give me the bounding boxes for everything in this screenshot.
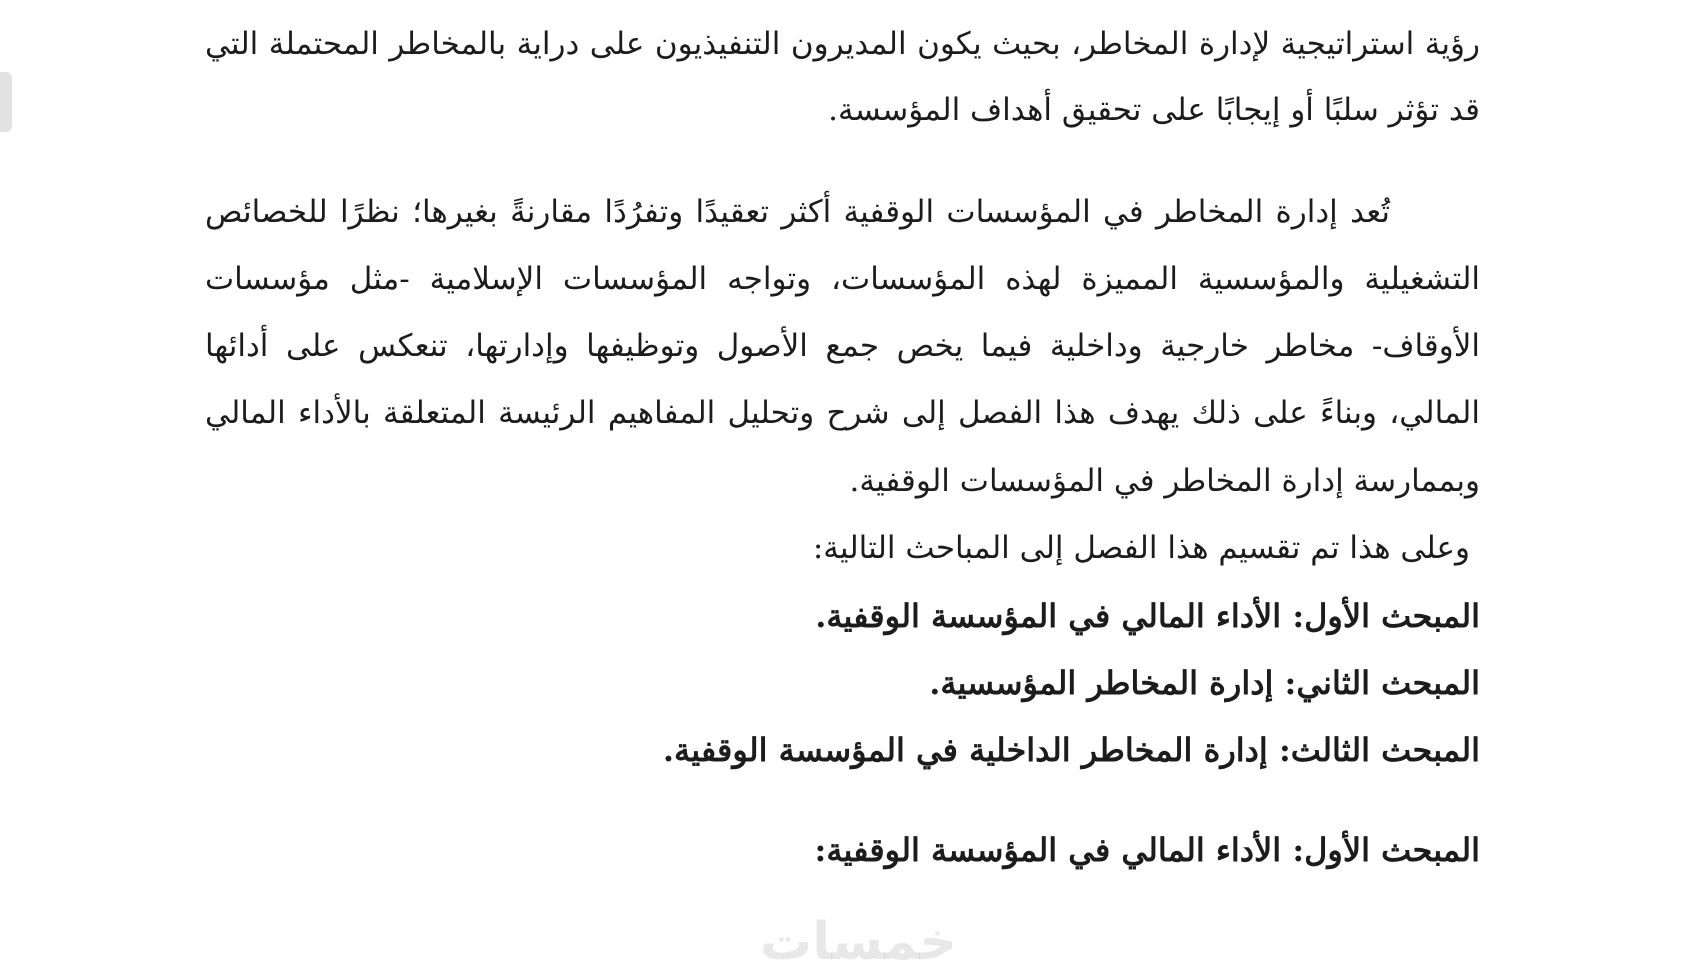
section-heading: المبحث الأول: الأداء المالي في المؤسسة الوقفية. bbox=[815, 597, 1480, 635]
paragraph-line: التشغيلية والمؤسسية المميزة لهذه المؤسسات، وتواجه المؤسسات الإسلامية -مثل مؤسسات bbox=[205, 261, 1480, 297]
section-heading: المبحث الثاني: إدارة المخاطر المؤسسية. bbox=[929, 664, 1480, 702]
scrollbar-handle[interactable] bbox=[0, 72, 12, 132]
watermark-logo: خمسات bbox=[760, 912, 958, 970]
paragraph-line: المالي، وبناءً على ذلك يهدف هذا الفصل إلى شرح وتحليل المفاهيم الرئيسة المتعلقة بالأداء المالي bbox=[205, 395, 1480, 431]
paragraph-line: تُعد إدارة المخاطر في المؤسسات الوقفية أكثر تعقيدًا وتفرُدًا مقارنةً بغيرها؛ نظرًا للخصائص bbox=[205, 194, 1390, 230]
paragraph-line: الأوقاف- مخاطر خارجية وداخلية فيما يخص جمع الأصول وتوظيفها وإدارتها، تنعكس على أدائها bbox=[205, 328, 1480, 364]
document-page bbox=[205, 0, 1480, 970]
paragraph-line: رؤية استراتيجية لإدارة المخاطر، بحيث يكون المديرون التنفيذيون على دراية بالمخاطر المحتملة التي bbox=[205, 26, 1480, 62]
paragraph-line: وبممارسة إدارة المخاطر في المؤسسات الوقفية. bbox=[849, 463, 1480, 499]
paragraph-line: وعلى هذا تم تقسيم هذا الفصل إلى المباحث التالية: bbox=[812, 530, 1470, 566]
chapter-heading: المبحث الأول: الأداء المالي في المؤسسة الوقفية: bbox=[814, 831, 1480, 869]
paragraph-line: قد تؤثر سلبًا أو إيجابًا على تحقيق أهداف المؤسسة. bbox=[828, 92, 1480, 128]
section-heading: المبحث الثالث: إدارة المخاطر الداخلية في المؤسسة الوقفية. bbox=[662, 731, 1480, 769]
